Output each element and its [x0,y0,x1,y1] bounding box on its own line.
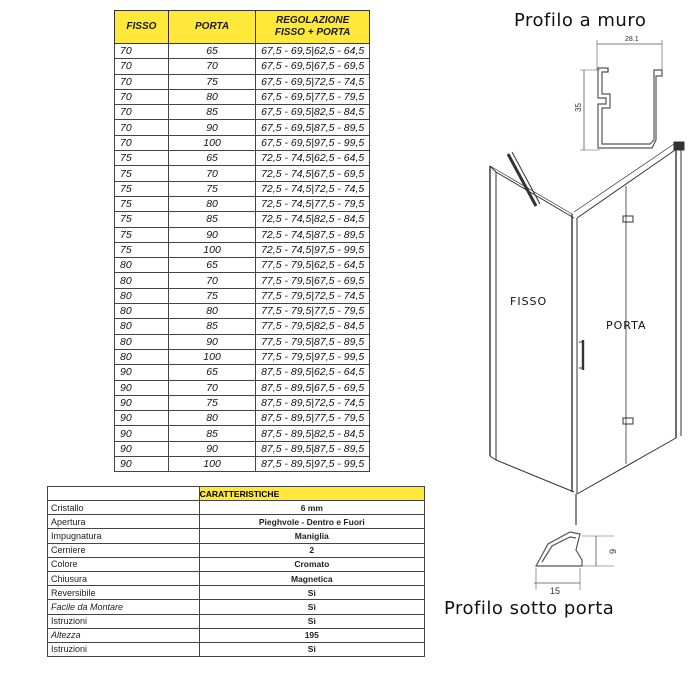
porta-cell: 80 [168,89,256,104]
fisso-cell: 90 [115,395,169,410]
spec-value: Sì [199,642,424,656]
table-row [115,89,370,104]
fisso-cell: 75 [115,181,169,196]
spec-key: Reversibile [48,586,200,600]
regolazione-cell: 72,5 - 74,5|62,5 - 64,5 [256,151,370,166]
table-row [115,74,370,89]
porta-cell: 90 [168,441,256,456]
porta-cell: 65 [168,258,256,273]
table-row [115,380,370,395]
regolazione-cell: 67,5 - 69,5|97,5 - 99,5 [256,135,370,150]
porta-cell: 80 [168,304,256,319]
fisso-label: FISSO [510,295,548,308]
regolazione-cell: 67,5 - 69,5|87,5 - 89,5 [256,120,370,135]
spec-key: Istruzioni [48,614,200,628]
regolazione-cell: 87,5 - 89,5|87,5 - 89,5 [256,441,370,456]
fisso-cell: 90 [115,380,169,395]
spec-key: Cristallo [48,501,200,515]
fisso-cell: 80 [115,319,169,334]
fisso-cell: 75 [115,242,169,257]
spec-value: Sì [199,586,424,600]
table-row [115,59,370,74]
spec-value: Magnetica [199,571,424,585]
regolazione-cell: 72,5 - 74,5|87,5 - 89,5 [256,227,370,242]
porta-label: PORTA [606,319,647,332]
regolazione-cell: 77,5 - 79,5|77,5 - 79,5 [256,304,370,319]
spec-value: Cromato [199,557,424,571]
regolazione-cell: 77,5 - 79,5|62,5 - 64,5 [256,258,370,273]
table-row [115,212,370,227]
size-table [114,10,370,472]
porta-cell: 90 [168,334,256,349]
spec-row [48,529,425,543]
spec-table [47,486,425,657]
table-row [115,395,370,410]
fisso-cell: 90 [115,457,169,472]
regolazione-cell: 67,5 - 69,5|82,5 - 84,5 [256,105,370,120]
bottom-profile-icon [534,494,614,590]
spec-row [48,600,425,614]
enclosure-icon [490,142,684,494]
table-row [115,365,370,380]
porta-cell: 65 [168,365,256,380]
table-row [115,273,370,288]
regolazione-cell: 67,5 - 69,5|62,5 - 64,5 [256,44,370,59]
table-row [115,151,370,166]
porta-cell: 65 [168,151,256,166]
spec-key: Chiusura [48,571,200,585]
spec-key: Facile da Montare [48,600,200,614]
spec-value: 6 mm [199,501,424,515]
regolazione-cell: 87,5 - 89,5|77,5 - 79,5 [256,411,370,426]
spec-row [48,501,425,515]
table-row [115,105,370,120]
spec-key: Colore [48,557,200,571]
table-row [115,44,370,59]
porta-cell: 70 [168,380,256,395]
fisso-cell: 70 [115,135,169,150]
profilo-sotto-title: Profilo sotto porta [444,598,615,619]
fisso-cell: 75 [115,151,169,166]
porta-cell: 70 [168,166,256,181]
header-porta: PORTA [168,11,256,44]
spec-header-blank [48,487,200,501]
fisso-cell: 80 [115,304,169,319]
porta-cell: 85 [168,319,256,334]
header-regolazione-line2: FISSO + PORTA [274,27,351,38]
fisso-cell: 90 [115,365,169,380]
spec-value: 195 [199,628,424,642]
table-row [115,411,370,426]
regolazione-cell: 67,5 - 69,5|77,5 - 79,5 [256,89,370,104]
regolazione-cell: 77,5 - 79,5|97,5 - 99,5 [256,349,370,364]
fisso-cell: 90 [115,411,169,426]
regolazione-cell: 77,5 - 79,5|72,5 - 74,5 [256,288,370,303]
spec-value: Maniglia [199,529,424,543]
spec-row [48,543,425,557]
spec-table-header [48,487,425,501]
table-row [115,120,370,135]
table-row [115,441,370,456]
porta-cell: 70 [168,273,256,288]
spec-key: Cerniere [48,543,200,557]
header-fisso: FISSO [115,11,169,44]
porta-cell: 100 [168,135,256,150]
porta-cell: 100 [168,242,256,257]
dim-width-bottom: 15 [550,586,561,596]
regolazione-cell: 87,5 - 89,5|62,5 - 64,5 [256,365,370,380]
spec-value: Sì [199,600,424,614]
porta-cell: 85 [168,426,256,441]
wall-profile-icon [580,40,662,150]
porta-cell: 100 [168,457,256,472]
regolazione-cell: 87,5 - 89,5|82,5 - 84,5 [256,426,370,441]
dim-width-top: 28.1 [625,36,639,43]
table-row [115,242,370,257]
spec-value: 2 [199,543,424,557]
diagram-drawing [430,0,700,700]
spec-value: Pieghvole - Dentro e Fuori [199,515,424,529]
regolazione-cell: 77,5 - 79,5|82,5 - 84,5 [256,319,370,334]
table-row [115,258,370,273]
spec-row [48,614,425,628]
spec-key: Altezza [48,628,200,642]
table-row [115,135,370,150]
header-regolazione-line1: REGOLAZIONE [275,15,350,26]
porta-cell: 75 [168,395,256,410]
fisso-cell: 75 [115,166,169,181]
spec-key: Istruzioni [48,642,200,656]
regolazione-cell: 72,5 - 74,5|82,5 - 84,5 [256,212,370,227]
fisso-cell: 75 [115,196,169,211]
table-row [115,227,370,242]
table-row [115,288,370,303]
spec-key: Impugnatura [48,529,200,543]
spec-row [48,571,425,585]
fisso-cell: 70 [115,120,169,135]
table-row [115,334,370,349]
porta-cell: 90 [168,227,256,242]
fisso-cell: 70 [115,59,169,74]
spec-row [48,642,425,656]
fisso-cell: 80 [115,334,169,349]
regolazione-cell: 77,5 - 79,5|67,5 - 69,5 [256,273,370,288]
fisso-cell: 70 [115,105,169,120]
porta-cell: 75 [168,288,256,303]
porta-cell: 70 [168,59,256,74]
regolazione-cell: 72,5 - 74,5|97,5 - 99,5 [256,242,370,257]
regolazione-cell: 67,5 - 69,5|72,5 - 74,5 [256,74,370,89]
fisso-cell: 75 [115,212,169,227]
table-row [115,349,370,364]
table-row [115,166,370,181]
regolazione-cell: 87,5 - 89,5|97,5 - 99,5 [256,457,370,472]
table-row [115,181,370,196]
regolazione-cell: 77,5 - 79,5|87,5 - 89,5 [256,334,370,349]
porta-cell: 75 [168,181,256,196]
fisso-cell: 70 [115,44,169,59]
regolazione-cell: 87,5 - 89,5|72,5 - 74,5 [256,395,370,410]
dim-height-top: 35 [574,103,583,112]
size-table-body [115,44,370,472]
spec-title-text: CARATTERISTICHE [199,488,280,499]
table-row [115,319,370,334]
header-regolazione [256,11,370,44]
fisso-cell: 90 [115,441,169,456]
table-row [115,196,370,211]
porta-cell: 90 [168,120,256,135]
spec-key: Apertura [48,515,200,529]
fisso-cell: 70 [115,74,169,89]
regolazione-cell: 87,5 - 89,5|67,5 - 69,5 [256,380,370,395]
fisso-cell: 90 [115,426,169,441]
fisso-cell: 80 [115,288,169,303]
porta-cell: 75 [168,74,256,89]
dim-height-bottom: 9 [608,548,618,554]
shower-diagram [430,0,700,700]
spec-row [48,628,425,642]
porta-cell: 65 [168,44,256,59]
regolazione-cell: 72,5 - 74,5|72,5 - 74,5 [256,181,370,196]
spec-value: Sì [199,614,424,628]
porta-cell: 80 [168,411,256,426]
spec-row [48,557,425,571]
porta-cell: 85 [168,212,256,227]
fisso-cell: 80 [115,258,169,273]
porta-cell: 100 [168,349,256,364]
fisso-cell: 80 [115,273,169,288]
regolazione-cell: 72,5 - 74,5|77,5 - 79,5 [256,196,370,211]
fisso-cell: 75 [115,227,169,242]
profilo-muro-title: Profilo a muro [514,10,647,31]
fisso-cell: 70 [115,89,169,104]
regolazione-cell: 72,5 - 74,5|67,5 - 69,5 [256,166,370,181]
table-row [115,304,370,319]
porta-cell: 80 [168,196,256,211]
spec-title [199,487,424,501]
spec-table-body [48,501,425,657]
fisso-cell: 80 [115,349,169,364]
table-row [115,426,370,441]
size-table-header [115,11,370,44]
spec-row [48,586,425,600]
regolazione-cell: 67,5 - 69,5|67,5 - 69,5 [256,59,370,74]
spec-row [48,515,425,529]
porta-cell: 85 [168,105,256,120]
table-row [115,457,370,472]
